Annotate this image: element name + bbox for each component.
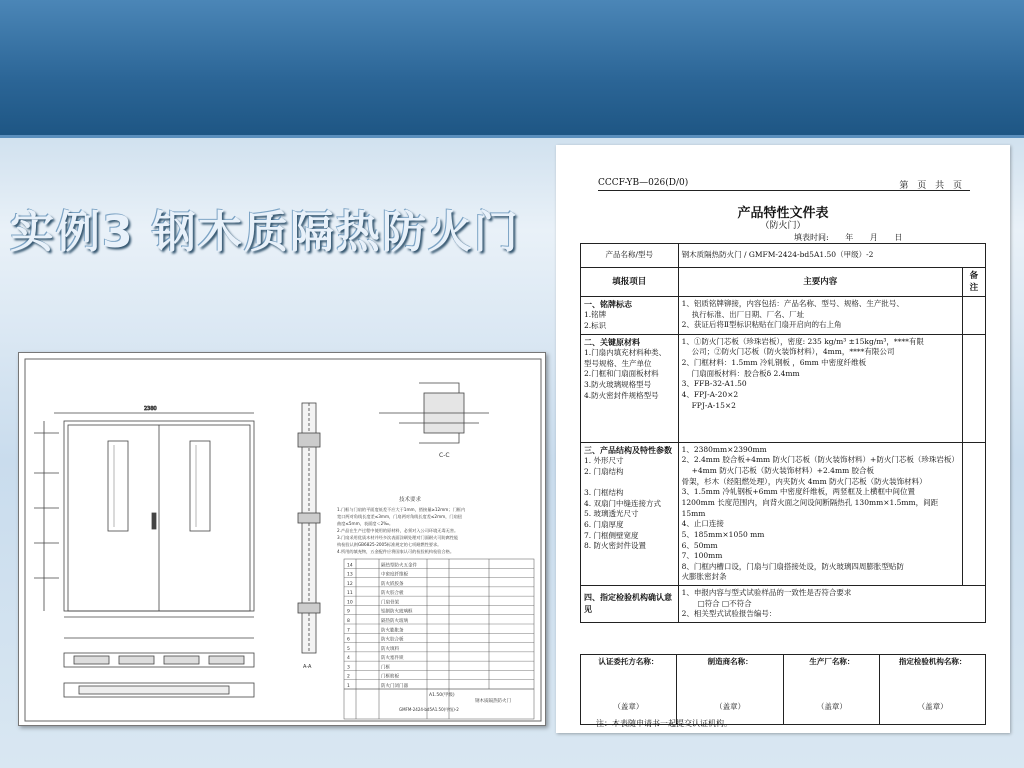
dim-total: 2380 xyxy=(144,406,157,412)
content-line: 1、2380mm×2390mm xyxy=(681,444,767,454)
product-value: 钢木质隔热防火门 / GMFM-2424-bd5A1.50（甲级）-2 xyxy=(678,244,985,268)
content-line: 执行标准、出厂日期、厂名、厂址 xyxy=(691,309,805,319)
technical-drawing xyxy=(18,352,546,726)
section-3-row xyxy=(581,442,986,585)
title-block-code: GMFM-2424-bd5A1.50(甲级)-2 xyxy=(399,707,459,712)
content-line: +4mm 防火门芯板（防火装饰材料）+2.4mm 胶合板 xyxy=(691,466,875,476)
bom-index: 8 xyxy=(347,619,350,624)
section-2-row xyxy=(581,334,986,442)
tech-req-line: 宽口两对角线长度差≤3mm，门扇两对角线长度差≤2mm，门扇扭 xyxy=(337,514,462,519)
bom-index: 6 xyxy=(347,637,350,643)
bom-part-name: 防火门闭门器 xyxy=(381,684,408,689)
content-line: 7、100mm xyxy=(681,551,723,561)
bom-index: 11 xyxy=(347,591,353,597)
signature-label: 制造商名称： xyxy=(707,657,753,666)
section-item: 4. 双扇门中缝连接方式 xyxy=(584,498,662,508)
slide-title: 实例3 钢木质隔热防火门 xyxy=(10,207,520,258)
section-1-row xyxy=(581,297,986,335)
bom-part-name: 中密度纤维板 xyxy=(381,572,408,578)
col-note: 备 注 xyxy=(962,268,985,297)
bom-index: 12 xyxy=(347,581,353,587)
door-elevation xyxy=(34,406,254,617)
title-block xyxy=(344,689,534,712)
content-line: 2、获证后将Ⅱ型标识粘贴在门扇开启向的右上角 xyxy=(681,320,842,330)
content-line: 1、申报内容与型式试验样品的一致性是否符合要求 xyxy=(681,588,852,598)
section-item: 2. 门扇结构 xyxy=(584,466,624,476)
bom-index: 3 xyxy=(347,665,350,671)
content-line: 火膨胀密封条 xyxy=(681,572,727,582)
bom-rows xyxy=(344,561,534,689)
content-line: 15mm xyxy=(681,508,706,518)
tech-requirements xyxy=(337,495,465,555)
content-line: 5、185mm×1050 mm xyxy=(681,529,765,539)
content-line: 4、FPJ-A-20×2 xyxy=(681,389,739,399)
header-rule xyxy=(598,190,970,191)
content-line: 4、止口连接 xyxy=(681,519,724,529)
form-footnote: 注：本表随申请书一起提交认证机构。 xyxy=(596,719,732,728)
section-label-a: A-A xyxy=(303,664,312,670)
col-content: 主要内容 xyxy=(678,268,962,297)
bom-part-name: 防火嵌胶条 xyxy=(381,581,404,587)
col-item: 填报项目 xyxy=(581,268,679,297)
section-item: 4.防火密封件规格型号 xyxy=(584,390,659,400)
content-line: 公司；②防火门芯板（防火装饰材料），4mm，****有限公司 xyxy=(691,347,895,357)
form-subtitle: （防火门） xyxy=(760,221,806,231)
header-band xyxy=(0,0,1024,135)
content-line: 1、铝质铭牌铆接，内容包括：产品名称、型号、规格、生产批号、 xyxy=(681,299,904,309)
content-line: 门扇面板材料：胶合板δ 2.4mm xyxy=(691,368,800,378)
bom-part-name: 防火胶合板 xyxy=(381,591,404,597)
content-line: 6、50mm xyxy=(681,540,718,550)
content-line: 1200mm 长度范围内，向背火面之间设间断隔热孔 130mm×1.5mm，间距 xyxy=(681,497,939,507)
bom-part-name: 防火填料 xyxy=(381,646,399,652)
title-block-model: A1.50(甲级) xyxy=(429,693,455,698)
fill-time: 填表时间: 年 月 日 xyxy=(794,233,903,242)
bom-part-name: 隔热型防火五金件 xyxy=(381,563,417,569)
form-code: CCCF-YB—026(D/0) xyxy=(598,178,689,188)
bom-part-name: 门框 xyxy=(381,665,390,671)
checkbox-line[interactable]: □符合 □不符合 xyxy=(697,598,752,608)
seal-label: （盖章） xyxy=(715,701,746,711)
section-item: 1.铭牌 xyxy=(584,310,607,320)
content-line: 2、2.4mm 胶合板+4mm 防火门芯板（防火装饰材料）+防火门芯板（珍珠岩板） xyxy=(681,455,959,465)
bom-part-name: 门框筋板 xyxy=(381,674,399,680)
seal-label: （盖章） xyxy=(816,701,847,711)
product-spec-form xyxy=(556,145,1010,733)
bom-index: 7 xyxy=(347,628,350,634)
header-divider xyxy=(0,135,1024,138)
note-cell xyxy=(962,297,985,335)
bom-index: 9 xyxy=(347,609,350,615)
content-line: 1、①防火门芯板（珍珠岩板），密度: 235 kg/m³ ±15kg/m³，****有限 xyxy=(681,336,924,346)
tech-req-line: 4.所用的填充物，五金配件应将国家认可的检验机构检验合格。 xyxy=(337,549,455,554)
tech-req-line: 1.门框与门扇的平面度低差不应大于1mm，搭接量≥12mm；门框内 xyxy=(337,507,466,512)
signature-label: 认证委托方名称： xyxy=(598,657,659,666)
bom-index: 14 xyxy=(347,563,353,569)
section-item xyxy=(584,477,675,488)
page-of: 第 页 共 页 xyxy=(899,181,962,191)
seal-label: （盖章） xyxy=(917,701,948,711)
column-header-row xyxy=(581,268,986,297)
seal-label: （盖章） xyxy=(613,701,644,711)
section-item: 3. 门框结构 xyxy=(584,488,624,498)
tech-req-line: 构检验认则GB6825-2005标准规定的七项耐燃性要求。 xyxy=(337,542,442,547)
bom-part-name: 防火胶合板 xyxy=(381,637,404,643)
section-title: 二、关键原材料 xyxy=(584,336,640,347)
section-item: 1.门扇内填充材料种类、 xyxy=(584,348,667,358)
signature-table xyxy=(580,654,986,725)
door-plan-section xyxy=(64,638,254,697)
section-item: 型号规格、生产单位 xyxy=(584,358,652,368)
section-label-cc: C-C xyxy=(439,452,450,459)
section-item: 5. 玻璃透光尺寸 xyxy=(584,509,639,519)
section-item: 6. 门扇厚度 xyxy=(584,519,624,529)
bom-index: 2 xyxy=(347,674,350,680)
bom-index: 1 xyxy=(347,684,350,689)
signature-label: 指定检验机构名称： xyxy=(898,657,967,666)
tech-req-line: 2.产品在生产过程中使用的原材料，必须对入公司环境无毒无害。 xyxy=(337,528,459,533)
bom-part-name: 防火塞件锁 xyxy=(381,656,404,662)
signature-cell xyxy=(784,655,880,725)
section-item: 1. 外形尺寸 xyxy=(584,456,624,466)
title-block-name: 钢木质隔热防火门 xyxy=(475,699,511,704)
bom-index: 10 xyxy=(347,600,353,606)
content-line: 2、相关型式试验报告编号： xyxy=(681,609,777,619)
bom-index: 4 xyxy=(347,656,350,662)
vertical-section xyxy=(298,403,320,670)
signature-cell xyxy=(880,655,986,725)
section-title: 三、产品结构及特性参数 xyxy=(584,444,672,455)
section-title: 四、指定检验机构确认意见 xyxy=(584,592,672,615)
bom-part-name: 隔热防火玻璃 xyxy=(381,619,408,624)
product-label: 产品名称/型号 xyxy=(581,244,679,268)
tech-req-line: 3.门扇采用优质木材并经多次表面涂刷处理对门面耐火可防腐性能 xyxy=(337,535,459,540)
section-item: 3.防火玻璃规格型号 xyxy=(584,380,652,390)
section-item: 8. 防火密封件设置 xyxy=(584,541,647,551)
door-drawing-svg xyxy=(19,353,547,727)
product-row xyxy=(581,244,986,268)
note-cell xyxy=(962,442,985,585)
section-item: 2.标识 xyxy=(584,321,607,331)
content-line: 2、门框材料：1.5mm 冷轧钢板 ，6mm 中密度纤维板 xyxy=(681,358,867,368)
form-table xyxy=(580,243,986,623)
content-line: 8、门框内槽口设，门扇与门扇搭接处设，防火玻璃四周膨胀型贴防 xyxy=(681,561,904,571)
section-4-row xyxy=(581,586,986,623)
content-line: 3、FFB-32-A1.50 xyxy=(681,379,747,389)
cc-detail xyxy=(379,383,489,459)
content-line: 3、1.5mm 冷轧钢板+6mm 中密度纤维板，两竖框及上横框中间位置 xyxy=(681,487,916,497)
bom-part-name: 铝制防火玻璃框 xyxy=(381,609,413,615)
bom-index: 13 xyxy=(347,572,353,578)
form-title: 产品特性文件表 xyxy=(737,206,829,221)
note-cell xyxy=(962,334,985,442)
tech-req-line: 曲度≤5mm，表面度＜2‰。 xyxy=(337,521,394,526)
section-item: 2.门框和门扇面板材料 xyxy=(584,369,659,379)
signature-label: 生产厂名称： xyxy=(809,657,855,666)
content-line: 骨架，杉木（经阻燃处理），内夹防火 4mm 防火门芯板（防火装饰材料） xyxy=(681,476,927,486)
tech-title: 技术要求 xyxy=(399,497,422,503)
section-title: 一、铭牌标志 xyxy=(584,299,632,310)
content-line: FPJ-A-15×2 xyxy=(691,400,736,410)
signature-cell xyxy=(676,655,784,725)
section-item: 7. 门框侧壁宽度 xyxy=(584,530,639,540)
bom-part-name: 防火膨胀条 xyxy=(381,628,404,634)
signature-cell xyxy=(581,655,677,725)
bom-part-name: 门扇骨架 xyxy=(381,600,399,606)
bom-index: 5 xyxy=(347,646,350,652)
